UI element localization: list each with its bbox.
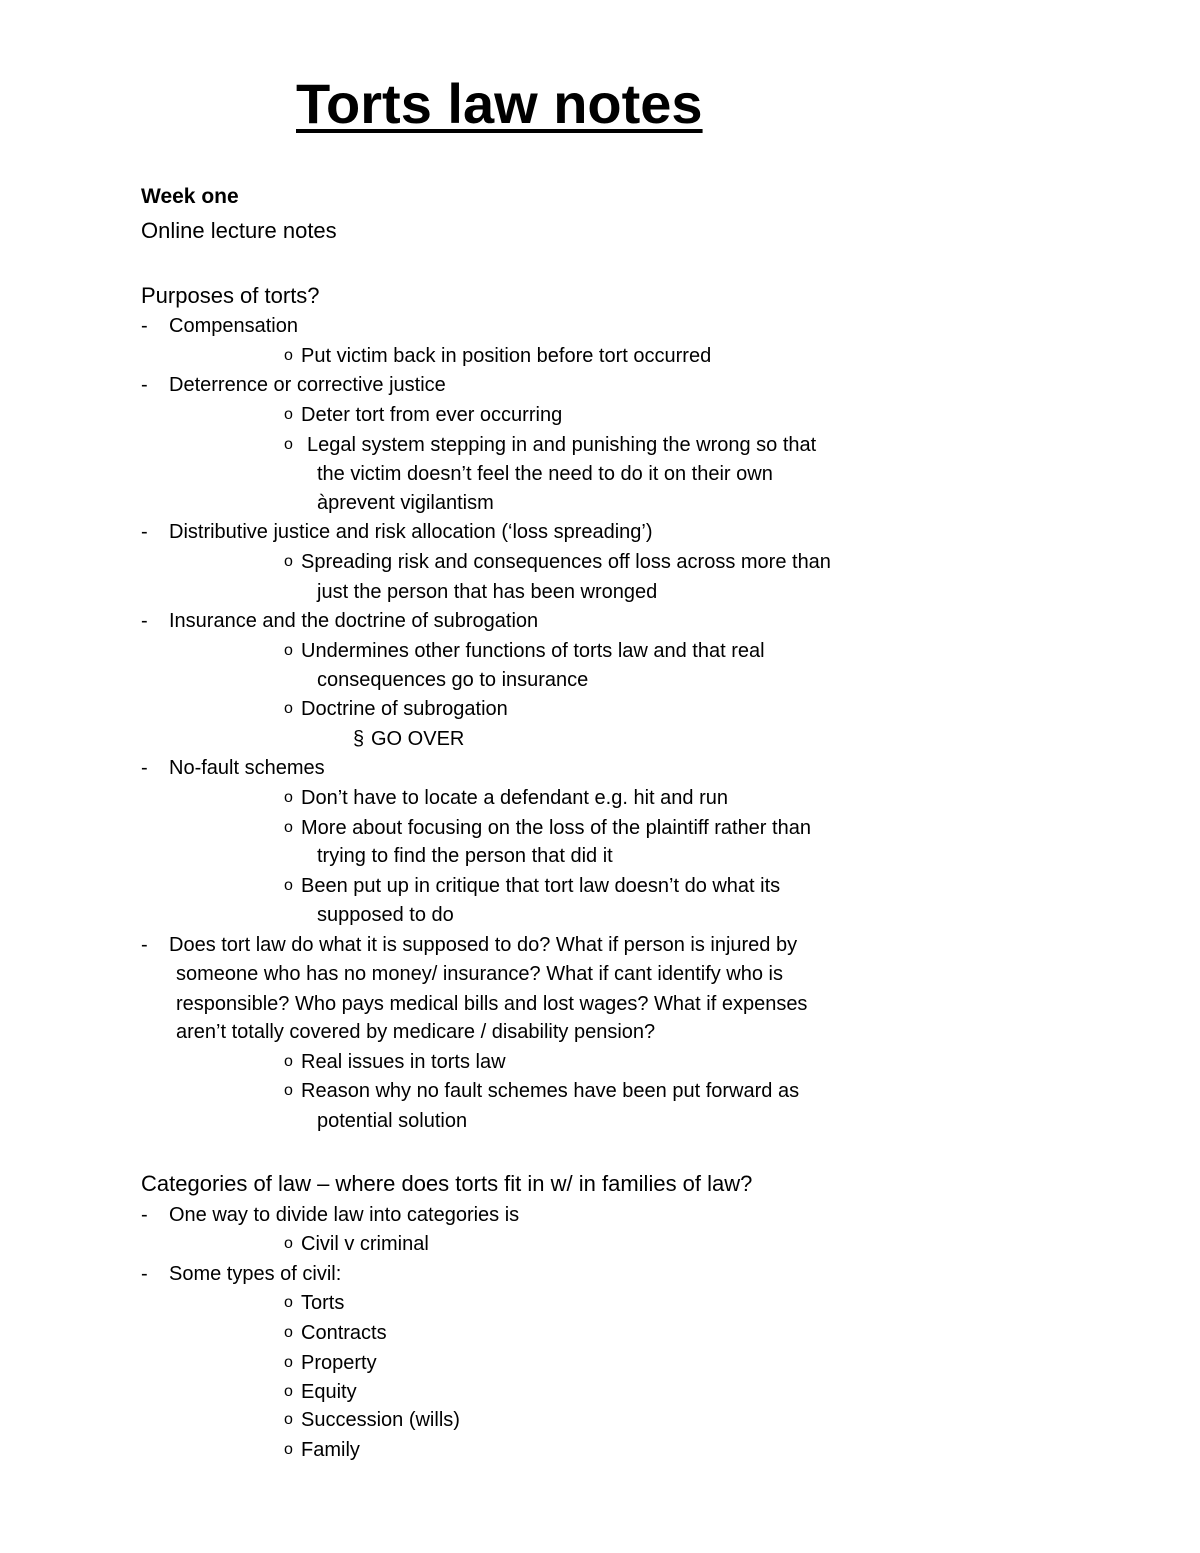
circle-bullet: o (284, 1441, 293, 1458)
sub-list-item: Spreading risk and consequences off loss across more than (301, 551, 831, 573)
dash-bullet: - (141, 610, 148, 632)
dash-bullet: - (141, 757, 148, 779)
dash-bullet: - (141, 934, 148, 956)
list-item-continued: responsible? Who pays medical bills and lost wages? What if expenses (176, 993, 808, 1015)
sub-list-item-continued: àprevent vigilantism (317, 492, 494, 514)
dash-bullet: - (141, 1204, 148, 1226)
circle-bullet: o (284, 1082, 293, 1099)
civil-item-family: Family (301, 1439, 360, 1461)
sub-list-item: Reason why no fault schemes have been put forward as (301, 1080, 800, 1102)
circle-bullet: o (284, 406, 293, 423)
list-item: Distributive justice and risk allocation (‘loss spreading’) (169, 521, 653, 543)
list-item: Compensation (169, 315, 298, 337)
civil-item-torts: Torts (301, 1292, 345, 1314)
week-heading: Week one (141, 185, 239, 208)
circle-bullet: o (284, 700, 293, 717)
circle-bullet: o (284, 1383, 293, 1400)
circle-bullet: o (284, 347, 293, 364)
section-bullet: § (353, 728, 365, 750)
sub-list-item-continued: trying to find the person that did it (317, 845, 613, 867)
list-item: No-fault schemes (169, 757, 325, 779)
sub-list-item: Legal system stepping in and punishing the wrong so that (307, 434, 817, 456)
list-item-continued: someone who has no money/ insurance? What if cant identify who is (176, 963, 783, 985)
sub-list-item-continued: supposed to do (317, 904, 454, 926)
civil-item-equity: Equity (301, 1381, 357, 1403)
circle-bullet: o (284, 553, 293, 570)
list-item: Some types of civil: (169, 1263, 342, 1285)
sub-sub-list-item: GO OVER (371, 728, 465, 750)
sub-list-item: Deter tort from ever occurring (301, 404, 563, 426)
sub-list-item: Been put up in critique that tort law doesn’t do what its (301, 875, 781, 897)
dash-bullet: - (141, 1263, 148, 1285)
dash-bullet: - (141, 374, 148, 396)
sub-list-item: Don’t have to locate a defendant e.g. hit and run (301, 787, 728, 809)
circle-bullet: o (284, 1324, 293, 1341)
circle-bullet: o (284, 1053, 293, 1070)
sub-list-item: Undermines other functions of torts law and that real (301, 640, 765, 662)
civil-item-succession: Succession (wills) (301, 1409, 460, 1431)
circle-bullet: o (284, 789, 293, 806)
circle-bullet: o (284, 819, 293, 836)
circle-bullet: o (284, 1411, 293, 1428)
circle-bullet: o (284, 1235, 293, 1252)
circle-bullet: o (284, 1294, 293, 1311)
list-item: Does tort law do what it is supposed to do? What if person is injured by (169, 934, 798, 956)
circle-bullet: o (284, 642, 293, 659)
circle-bullet: o (284, 436, 293, 453)
sub-list-item: Doctrine of subrogation (301, 698, 508, 720)
list-item: Deterrence or corrective justice (169, 374, 446, 396)
sub-list-item: More about focusing on the loss of the plaintiff rather than (301, 817, 811, 839)
list-item: One way to divide law into categories is (169, 1204, 520, 1226)
list-item: Insurance and the doctrine of subrogation (169, 610, 539, 632)
sub-list-item-continued: potential solution (317, 1110, 468, 1132)
sub-list-item-continued: just the person that has been wronged (317, 581, 658, 603)
section-heading-categories: Categories of law – where does torts fit in w/ in families of law? (141, 1171, 753, 1196)
sub-list-item-continued: consequences go to insurance (317, 669, 589, 691)
section-heading-purposes: Purposes of torts? (141, 283, 320, 308)
sub-list-item: Civil v criminal (301, 1233, 429, 1255)
sub-list-item: Real issues in torts law (301, 1051, 506, 1073)
dash-bullet: - (141, 521, 148, 543)
sub-list-item: Put victim back in position before tort occurred (301, 345, 712, 367)
list-item-continued: aren’t totally covered by medicare / disability pension? (176, 1021, 656, 1043)
document-title: Torts law notes (296, 72, 703, 135)
circle-bullet: o (284, 877, 293, 894)
dash-bullet: - (141, 315, 148, 337)
circle-bullet: o (284, 1354, 293, 1371)
subtitle: Online lecture notes (141, 218, 337, 243)
sub-list-item-continued: the victim doesn’t feel the need to do it on their own (317, 463, 773, 485)
civil-item-property: Property (301, 1352, 377, 1374)
civil-item-contracts: Contracts (301, 1322, 387, 1344)
